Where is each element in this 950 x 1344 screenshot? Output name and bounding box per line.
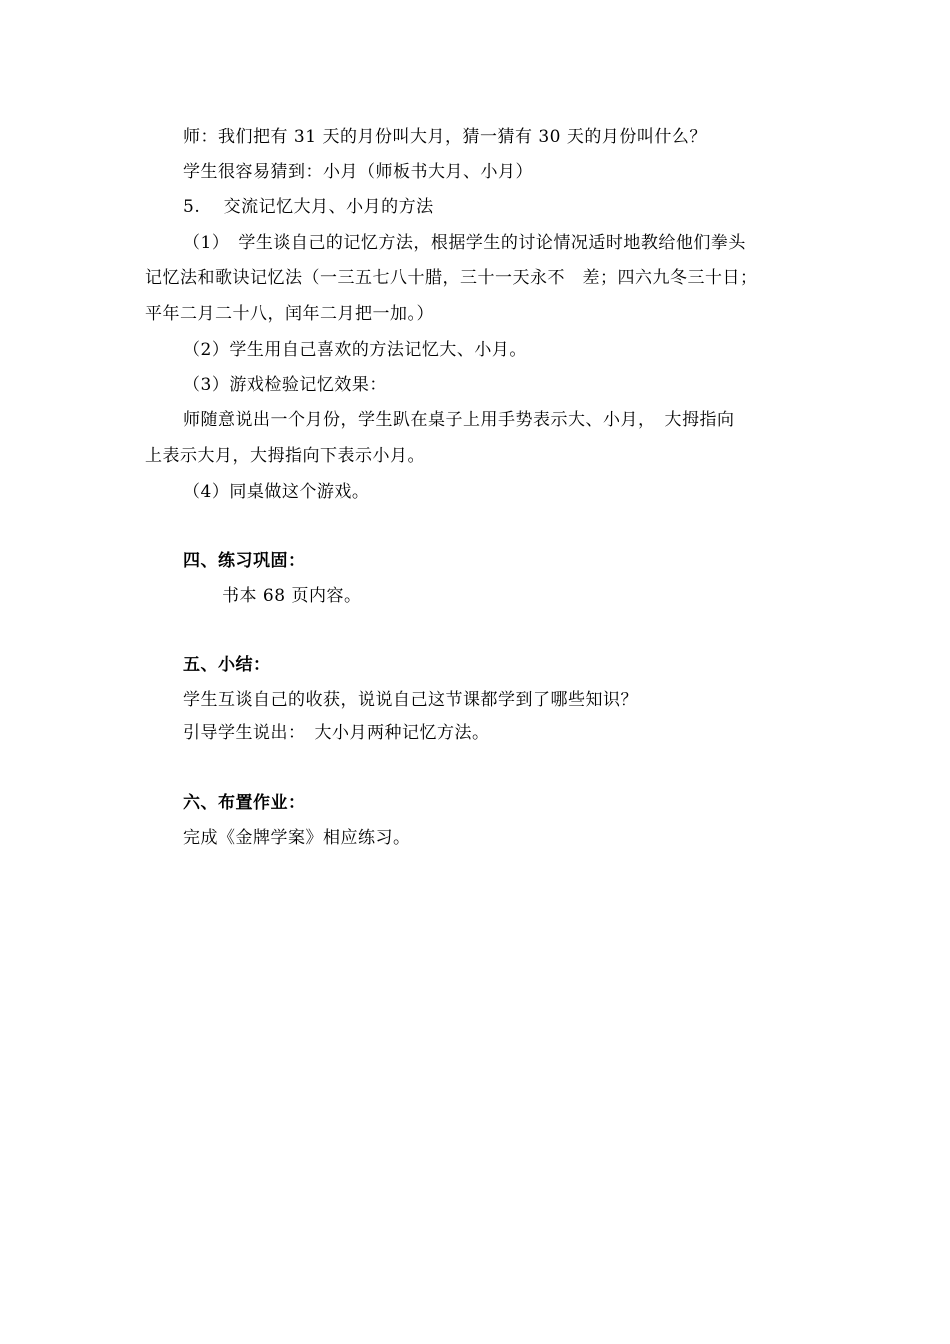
- text-line: 记忆法和歌诀记忆法（一三五七八十腊，三十一天永不 差；四六九冬三十日；: [145, 268, 758, 288]
- text-line: （1） 学生谈自己的记忆方法，根据学生的讨论情况适时地教给他们拳头: [183, 233, 746, 253]
- text-line: 师：我们把有 31 天的月份叫大月，猜一猜有 30 天的月份叫什么？: [183, 127, 707, 147]
- text-line: （4）同桌做这个游戏。: [183, 482, 370, 502]
- section-body-practice: 书本 68 页内容。: [222, 586, 362, 606]
- section-body-summary-2: 引导学生说出： 大小月两种记忆方法。: [183, 723, 490, 743]
- section-body-homework: 完成《金牌学案》相应练习。: [183, 828, 411, 848]
- text-line: 平年二月二十八，闰年二月把一加。）: [145, 304, 434, 324]
- text-line: 5. 交流记忆大月、小月的方法: [183, 197, 434, 217]
- text-line: 学生很容易猜到：小月（师板书大月、小月）: [183, 162, 533, 182]
- text-line: 上表示大月，大拇指向下表示小月。: [145, 446, 425, 466]
- text-line: （3）游戏检验记忆效果：: [183, 375, 387, 395]
- section-heading-homework: 六、布置作业：: [183, 793, 306, 813]
- section-body-summary-1: 学生互谈自己的收获，说说自己这节课都学到了哪些知识？: [183, 690, 638, 710]
- section-heading-practice: 四、练习巩固：: [183, 551, 306, 571]
- text-line: 师随意说出一个月份，学生趴在桌子上用手势表示大、小月， 大拇指向: [183, 410, 735, 430]
- text-line: （2）学生用自己喜欢的方法记忆大、小月。: [183, 340, 527, 360]
- section-heading-summary: 五、小结：: [183, 655, 271, 675]
